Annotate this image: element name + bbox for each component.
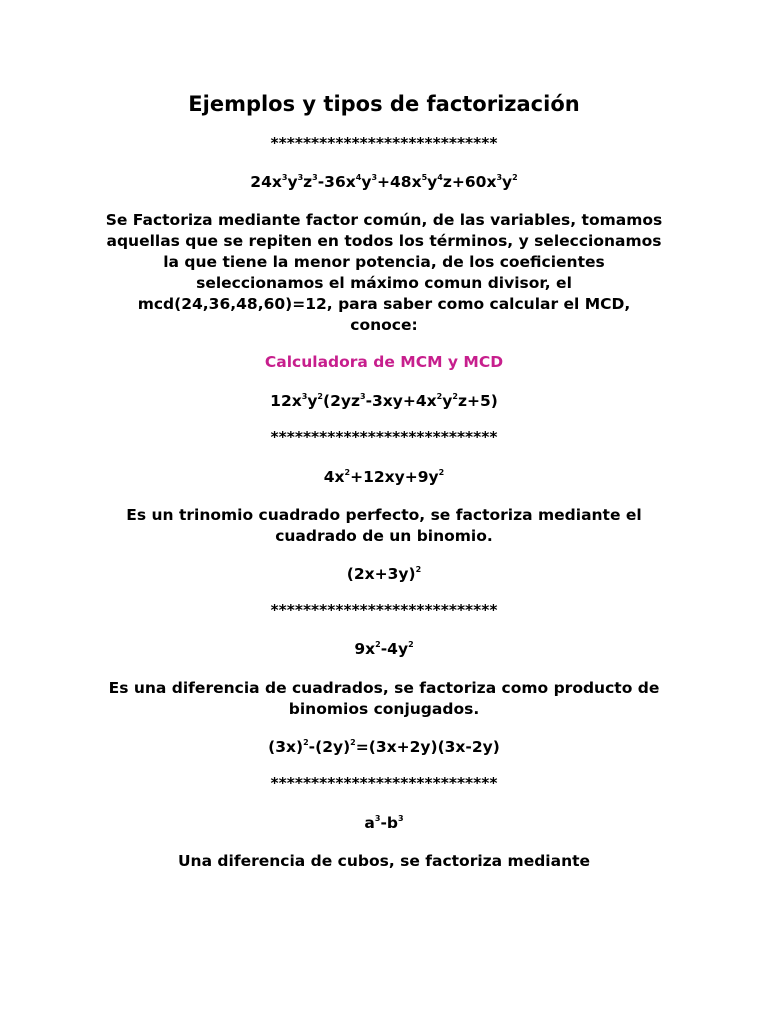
separator: ****************************: [270, 428, 498, 446]
example4-expression: $a^3-b^3$: [364, 813, 404, 832]
example1-expression: $24x^3y^3z^3-36x^4y^3+48x^5y^4z+60x^3y^2$: [250, 172, 518, 191]
separator: ****************************: [270, 134, 498, 152]
separator: ****************************: [270, 774, 498, 792]
calculator-link-row: [84, 352, 684, 373]
example4-explanation: Una diferencia de cubos, se factoriza mediante: [177, 852, 591, 870]
separator: ****************************: [270, 601, 498, 619]
page-title: Ejemplos y tipos de factorización: [188, 92, 580, 116]
example1-result: $12x^3y^2(2yz^3-3xy+4x^2y^2z+5)$: [270, 391, 498, 410]
calculator-link[interactable]: Calculadora de MCM y MCD: [264, 353, 504, 371]
example3-expression: $9x^2-4y^2$: [354, 639, 414, 658]
example2-explanation: Es un trinomio cuadrado perfecto, se factoriza mediante el cuadrado de un binomio.: [126, 506, 642, 545]
example2-result: $(2x+3y)^2$: [346, 564, 422, 583]
example3-result: $(3x)^2-(2y)^2=(3x+2y)(3x-2y)$: [268, 737, 500, 756]
example2-expression: $4x^2+12xy+9y^2$: [323, 467, 445, 486]
example1-explanation: Se Factoriza mediante factor común, de las variables, tomamos aquellas que se repiten en todos los términos, y seleccionamos la que tiene la menor potencia, de los coeficientes seleccionamos el máximo comun divisor, el mcd(24,36,48,60)=12, para saber como calcular el MCD, conoce:: [105, 211, 663, 334]
example3-explanation: Es una diferencia de cuadrados, se factoriza como producto de binomios conjugados.: [108, 679, 660, 718]
